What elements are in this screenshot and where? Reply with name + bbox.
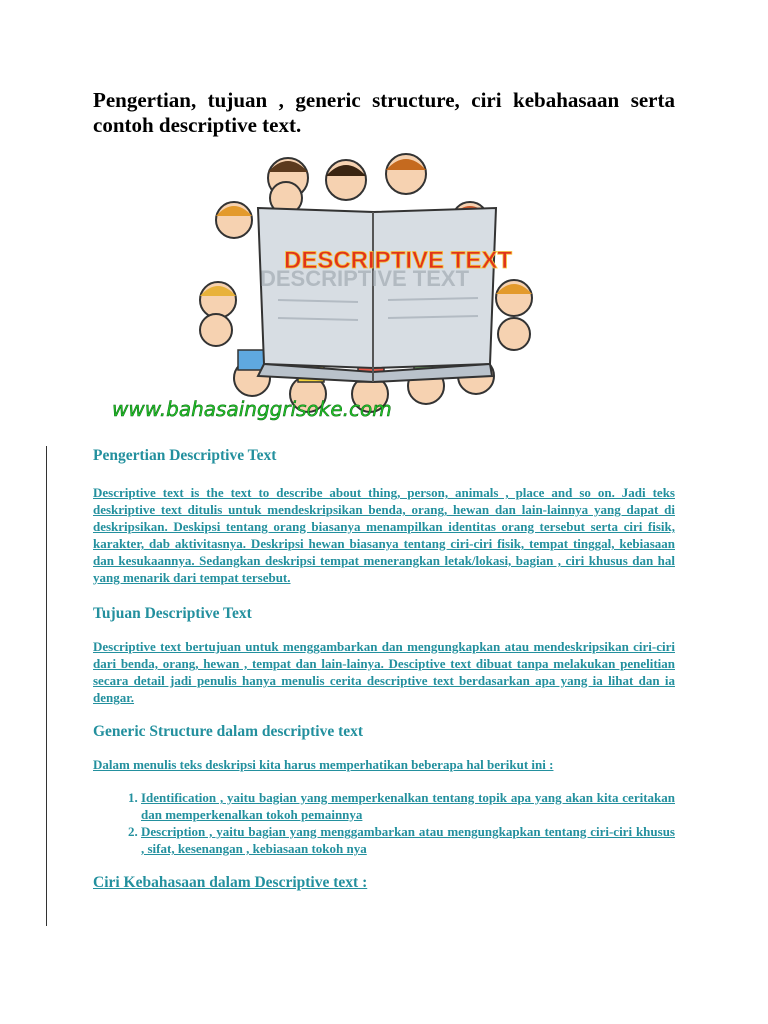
list-item-description: 2. Description , yaitu bagian yang menggambarkan atau mengungkapkan tentang ciri-ciri khusus , sifat, kesenangan , kebiasaan tokoh nya <box>141 823 675 857</box>
paragraph-tujuan: Descriptive text bertujuan untuk menggambarkan dan mengungkapkan atau mendeskripsikan ciri-ciri dari benda, orang, hewan , tempat dan lain-lainya. Desciptive text dibuat tanpa melakukan penelitian secara detail jadi penulis hanya menulis cerita descriptive text berdasarkan apa yang ia lihat dan ia dengar. <box>93 639 675 705</box>
descriptive-text-illustration <box>108 150 538 430</box>
banner-text: DESCRIPTIVE TEXT <box>284 247 513 274</box>
heading-ciri: Ciri Kebahasaan dalam Descriptive text : <box>93 874 368 891</box>
heading-tujuan: Tujuan Descriptive Text <box>93 605 252 622</box>
left-margin-line <box>46 446 47 926</box>
list-item-identification: 1. Identification , yaitu bagian yang memperkenalkan tentang topik apa yang akan kita ceritakan dan memperkenalkan tokoh pemainnya <box>141 789 675 823</box>
paragraph-pengertian: Descriptive text is the text to describe about thing, person, animals , place and so on. Jadi teks deskriptive text ditulis untuk mendeskripsikan benda, orang, hewan dan lain-lainnya yang dapat di deskripsikan. Deskipsi tentang orang biasanya menampilkan identitas orang tersebut serta ciri fisik, karakter, dab aktivitasnya. Deskripsi hewan biasanya tentang ciri-ciri fisik, tempat tinggal, kebiasaan dan kesukaannya. Sedangkan deskripsi tempat menerangkan letak/lokasi, bagian , ciri khusus dan hal yang menarik dari tempat tersebut. <box>93 485 675 585</box>
generic-structure-list <box>93 789 675 857</box>
paragraph-generic-intro: Dalam menulis teks deskripsi kita harus memperhatikan beberapa hal berikut ini : <box>93 757 554 772</box>
banner-shadow-text: DESCRIPTIVE TEXT <box>260 266 470 291</box>
website-text: www.bahasainggrisoke.com <box>112 397 392 421</box>
document-title: Pengertian, tujuan , generic structure, ciri kebahasaan serta contoh descriptive text. <box>93 88 675 137</box>
article-content <box>93 446 675 893</box>
open-book <box>258 208 496 382</box>
heading-pengertian: Pengertian Descriptive Text <box>93 447 277 464</box>
heading-generic-structure: Generic Structure dalam descriptive text <box>93 723 364 740</box>
